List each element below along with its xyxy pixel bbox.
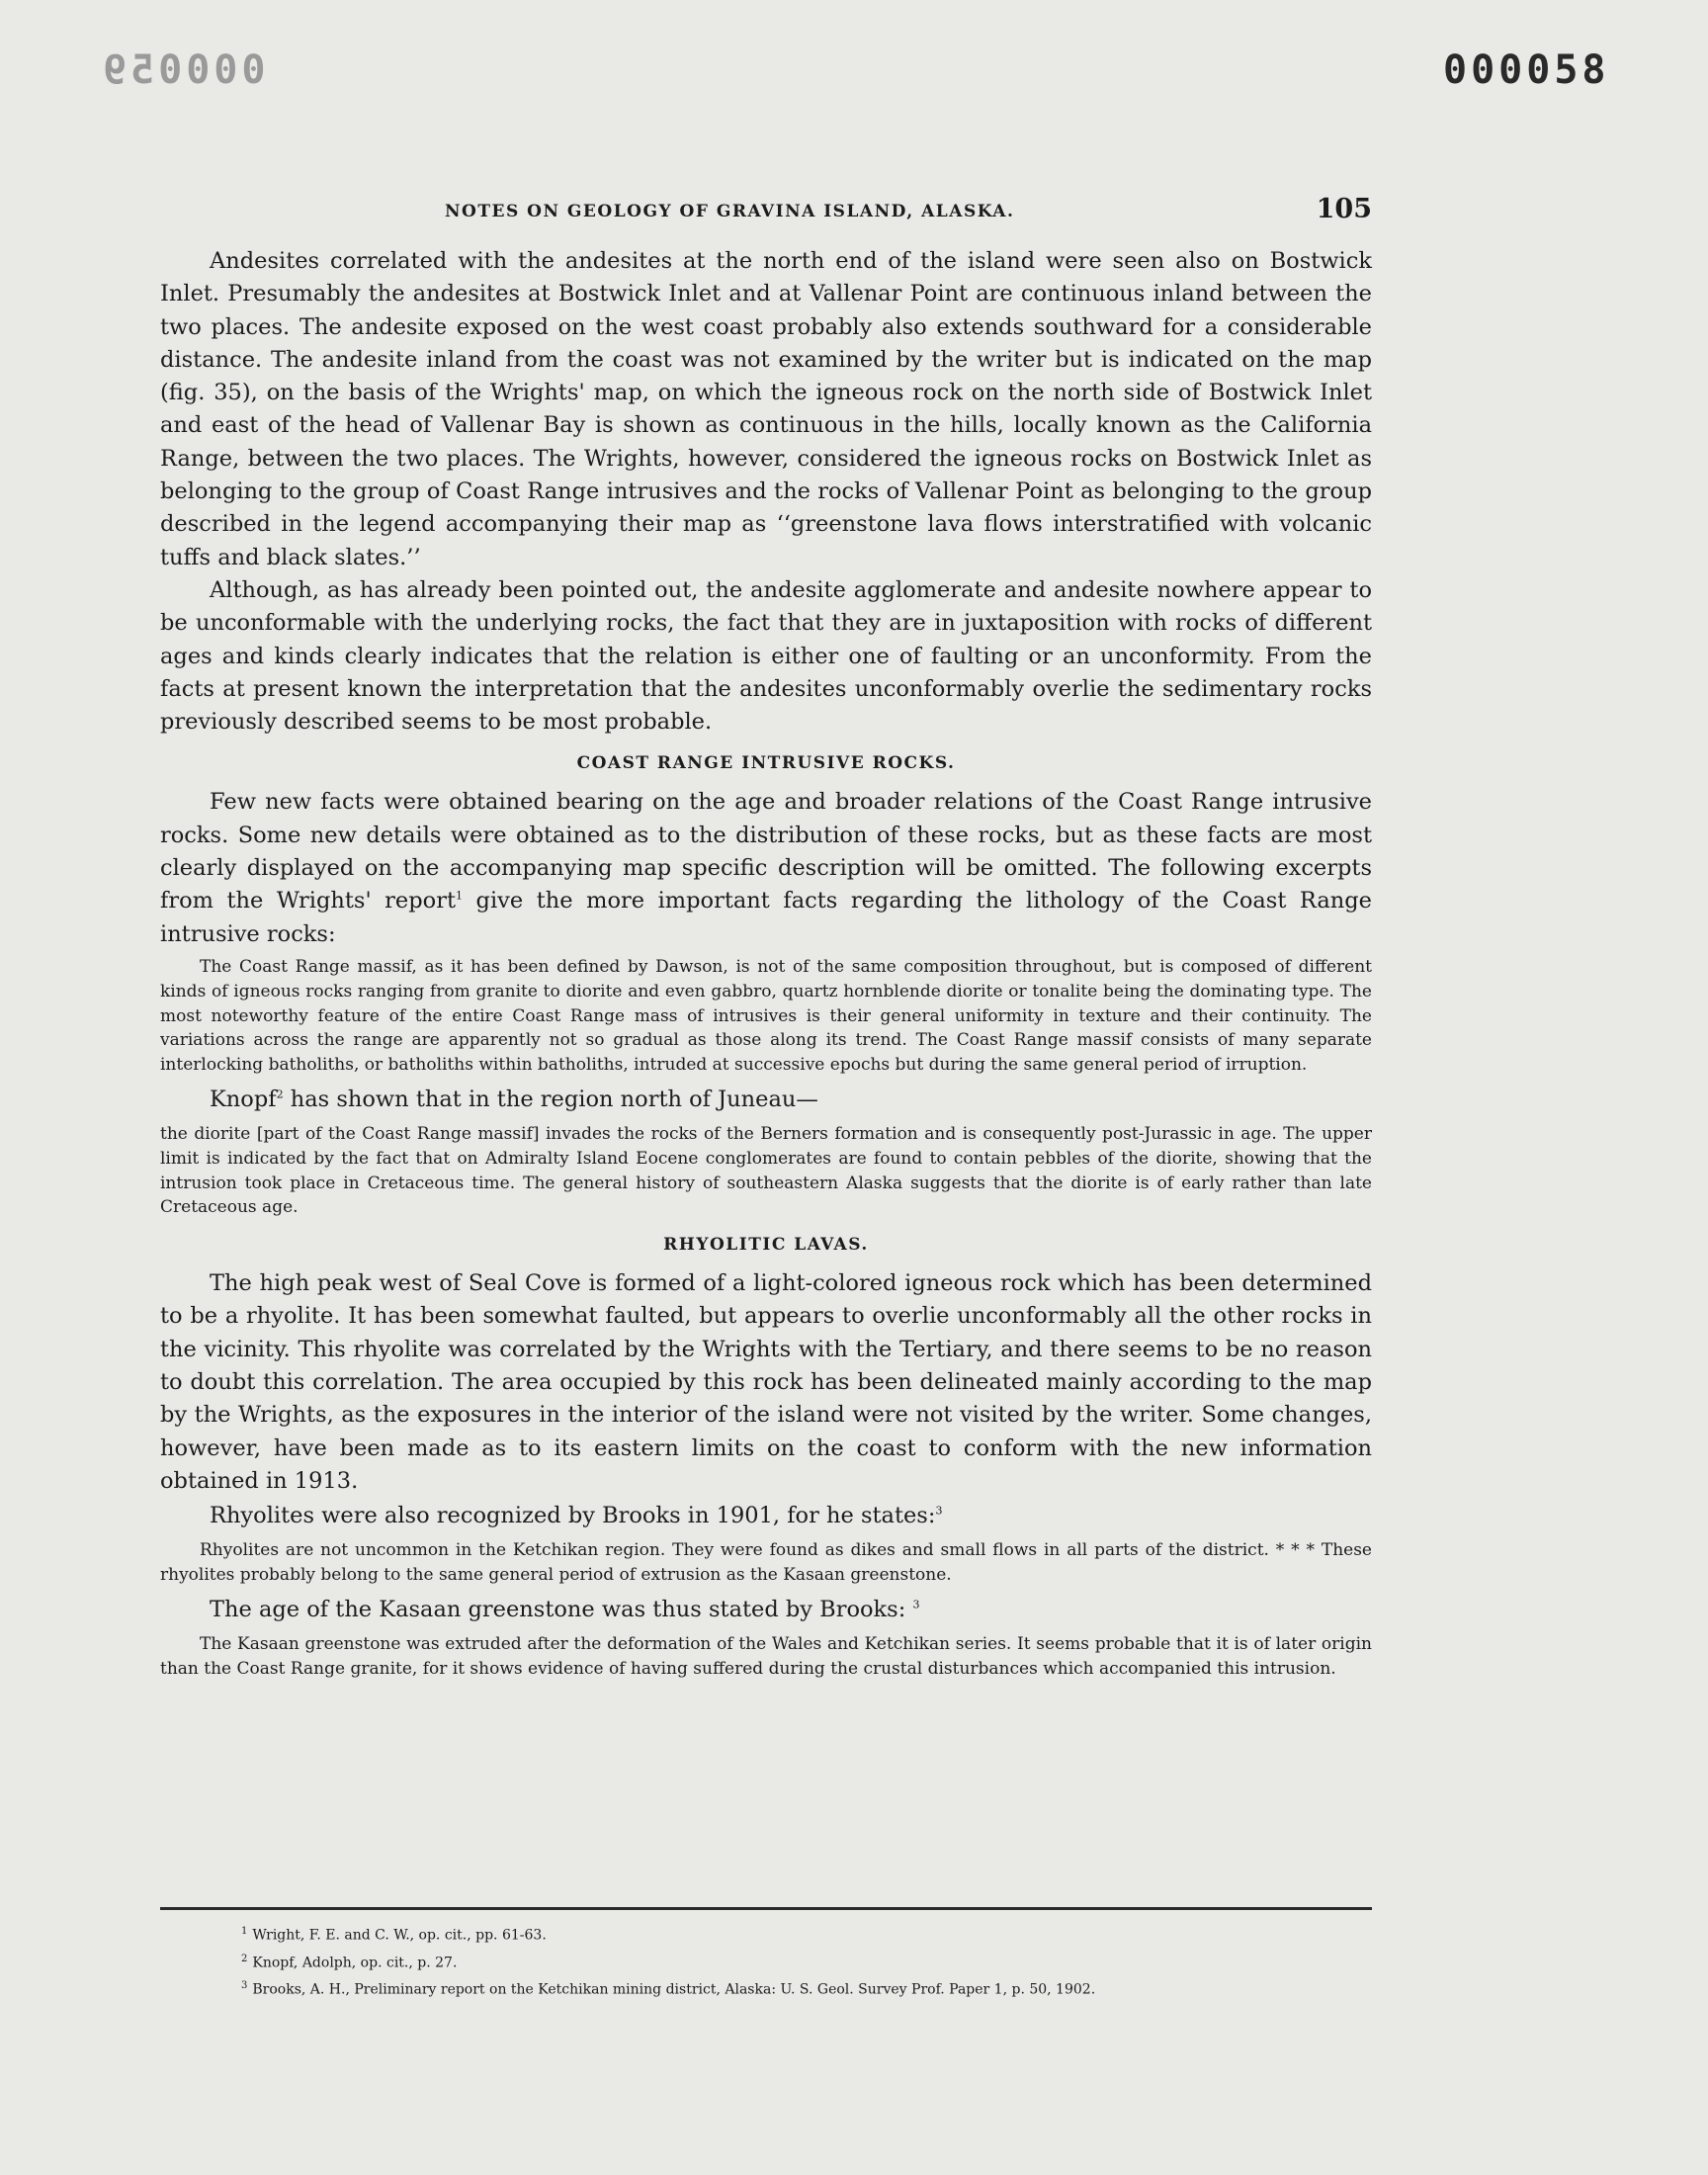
- paragraph-text: has shown that in the region north of Juneau—: [283, 1086, 818, 1112]
- footnote-ref: 2: [276, 1088, 284, 1101]
- paragraph-text: Rhyolites were also recognized by Brooks in 1901, for he states:: [210, 1503, 936, 1529]
- paragraph: [160, 1594, 1372, 1626]
- section-heading: COAST RANGE INTRUSIVE ROCKS.: [576, 753, 956, 774]
- footnote-mark: 2: [241, 1953, 248, 1964]
- paragraph-text: give the more important facts regarding the lithology of the Coast Range intrusive rocks:: [160, 888, 1372, 947]
- block-quote: The Kasaan greenstone was extruded after the deformation of the Wales and Ketchikan series. It seems probable that it is of later origin than the Coast Range granite, for it shows evidence of having suffered during the crustal disturbances which accompanied this intrusion.: [160, 1633, 1372, 1679]
- footnote-ref: 3: [912, 1598, 920, 1611]
- paragraph-text: Knopf: [210, 1086, 277, 1112]
- page-stamp: 000058: [1443, 47, 1610, 93]
- footnote-text: Knopf, Adolph, op. cit., p. 27.: [252, 1955, 458, 1971]
- running-title: NOTES ON GEOLOGY OF GRAVINA ISLAND, ALASKA.: [445, 202, 1015, 221]
- paragraph: Andesites correlated with the andesites at the north end of the island were seen also on Bostwick Inlet. Presumably the andesites at Bostwick Inlet and at Vallenar Point are continuous inland between the two places. The andesite exposed on the west coast probably also extends southward for a considerable distance. The andesite inland from the coast was not examined by the writer but is indicated on the map (fig. 35), on the basis of the Wrights' map, on which the igneous rock on the north side of Bostwick Inlet and east of the head of Vallenar Bay is shown as continuous in the hills, locally known as the California Range, between the two places. The Wrights, however, considered the igneous rocks on Bostwick Inlet as belonging to the group of Coast Range intrusives and the rocks of Vallenar Point as belonging to the group described in the legend accompanying their map as ‘‘greenstone lava flows interstratified with volcanic tuffs and black slates.’’: [160, 248, 1372, 570]
- paragraph-text: The age of the Kasaan greenstone was thus stated by Brooks:: [210, 1596, 906, 1622]
- footnote: [241, 1974, 1328, 2002]
- footnote-ref: 3: [935, 1504, 943, 1518]
- block-quote: The Coast Range massif, as it has been defined by Dawson, is not of the same composition throughout, but is composed of different kinds of igneous rocks ranging from granite to diorite and even gabbro, quartz hornblende diorite or tonalite being the dominating type. The most noteworthy feature of the entire Coast Range mass of intrusives is their general uniformity in texture and their continuity. The variations across the range are apparently not so gradual as those along its trend. The Coast Range massif consists of many separate interlocking batholiths, or batholiths within batholiths, intruded at successive epochs but during the same general period of irruption.: [160, 956, 1372, 1076]
- footnote-text: Wright, F. E. and C. W., op. cit., pp. 61-63.: [252, 1927, 547, 1944]
- footnote-mark: 1: [241, 1926, 248, 1937]
- block-quote: the diorite [part of the Coast Range massif] invades the rocks of the Berners formation and is consequently post-Jurassic in age. The upper limit is indicated by the fact that on Admiralty Island Eocene conglomerates are found to contain pebbles of the diorite, showing that the intrusion took place in Cretaceous time. The general history of southeastern Alaska suggests that the diorite is of early rather than late Cretaceous age.: [160, 1123, 1372, 1218]
- block-quote: Rhyolites are not uncommon in the Ketchikan region. They were found as dikes and small flows in all parts of the district. * * * These rhyolites probably belong to the same general period of extrusion as the Kasaan greenstone.: [160, 1540, 1372, 1585]
- paragraph: [160, 1084, 1372, 1116]
- footnote-ref: 1: [456, 889, 463, 903]
- main-text: [160, 245, 1372, 1687]
- page-number: 105: [1316, 194, 1372, 224]
- footnote-text: Brooks, A. H., Preliminary report on the Ketchikan mining district, Alaska: U. S. Geol. Survey Prof. Paper 1, p. 50, 1902.: [252, 1981, 1096, 1998]
- paragraph: The high peak west of Seal Cove is formed of a light-colored igneous rock which has been determined to be a rhyolite. It has been somewhat faulted, but appears to overlie unconformably all the other rocks in the vicinity. This rhyolite was correlated by the Wrights with the Tertiary, and there seems to be no reason to doubt this correlation. The area occupied by this rock has been delineated mainly according to the map by the Wrights, as the exposures in the interior of the island were not visited by the writer. Some changes, however, have been made as to its eastern limits on the coast to conform with the new information obtained in 1913.: [160, 1270, 1372, 1494]
- footnote: [241, 1920, 1328, 1948]
- section-heading: RHYOLITIC LAVAS.: [663, 1235, 869, 1256]
- footnote-divider: [160, 1907, 1372, 1910]
- paragraph-text: Few new facts were obtained bearing on the age and broader relations of the Coast Range intrusive rocks. Some new details were obtained as to the distribution of these rocks, but as these facts are most clearly displayed on the accompanying map specific description will be omitted. The following excerpts from the Wrights' report: [160, 789, 1372, 914]
- footnote: [241, 1948, 1328, 1975]
- running-head: [160, 194, 1372, 233]
- mirrored-page-stamp: 000059: [99, 47, 266, 93]
- paragraph: [160, 1500, 1372, 1532]
- footnote-mark: 3: [241, 1980, 248, 1992]
- paragraph: Although, as has already been pointed out, the andesite agglomerate and andesite nowhere appear to be unconformable with the underlying rocks, the fact that they are in juxtaposition with rocks of different ages and kinds clearly indicates that the relation is either one of faulting or an unconformity. From the facts at present known the interpretation that the andesites unconformably overlie the sedimentary rocks previously described seems to be most probable.: [160, 576, 1372, 736]
- footnotes: [241, 1920, 1328, 2002]
- paragraph: [160, 786, 1372, 950]
